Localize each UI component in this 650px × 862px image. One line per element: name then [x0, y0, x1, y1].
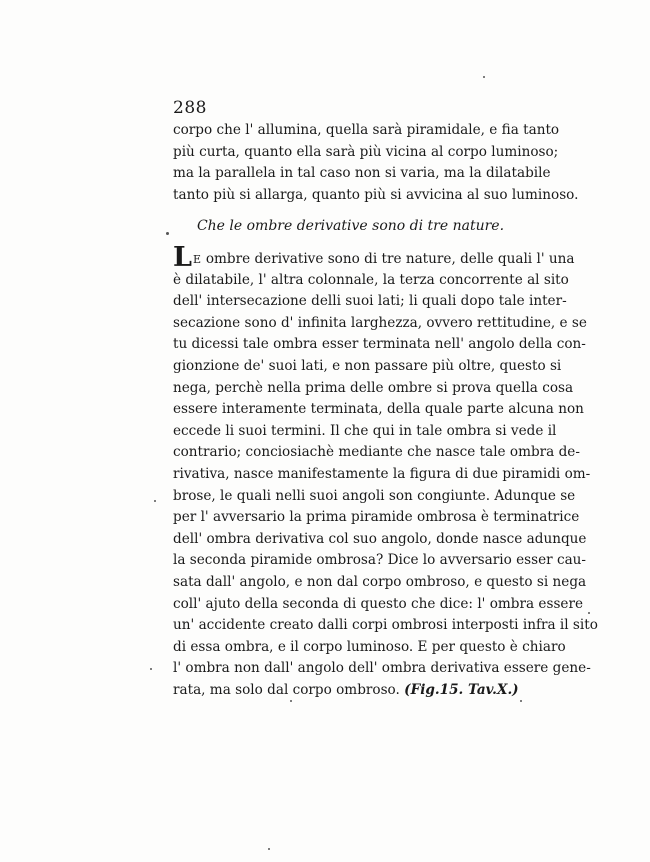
text-line: essere interamente terminata, della quale parte alcuna non [173, 401, 584, 418]
paragraph-continued [173, 120, 579, 206]
text-line: brose, le quali nelli suoi angoli son congiunte. Adunque se [173, 487, 576, 504]
scan-speck [154, 500, 156, 502]
text-line: eccede li suoi termini. Il che qui in tale ombra si vede il [173, 422, 557, 439]
text-line: rivativa, nasce manifestamente la figura di due piramidi om- [173, 465, 591, 482]
text-line: per l' avversario la prima piramide ombrosa è terminatrice [173, 509, 580, 526]
scan-speck [166, 232, 169, 235]
drop-cap-tail: E [192, 253, 202, 266]
text-line: nega, perchè nella prima delle ombre si prova quella cosa [173, 379, 574, 396]
page-number: 288 [173, 98, 207, 118]
text-line: secazione sono d' infinita larghezza, ovvero rettitudine, e se [173, 314, 587, 331]
last-line-text: rata, ma solo dal corpo ombroso. [173, 681, 405, 698]
text-line: più curta, quanto ella sarà più vicina al corpo luminoso; [173, 143, 559, 160]
text-line: gionzione de' suoi lati, e non passare più oltre, questo si [173, 357, 562, 374]
text-line-first [173, 242, 575, 273]
text-line: un' accidente creato dalli corpi ombrosi interposti infra il sito [173, 617, 598, 634]
drop-cap: L [173, 242, 192, 273]
text-line-last [173, 680, 528, 702]
text-line: ma la parallela in tal caso non si varia, ma la dilatabile [173, 165, 551, 182]
text-line: è dilatabile, l' altra colonnale, la terza concorrente al sito [173, 271, 569, 288]
scan-speck [150, 668, 152, 670]
scan-speck [483, 76, 485, 78]
text-line: tanto più si allarga, quanto più si avvicina al suo luminoso. [173, 186, 579, 203]
text-line: dell' ombra derivativa col suo angolo, donde nasce adunque [173, 530, 587, 547]
text-line: tu dicessi tale ombra esser terminata nell' angolo della con- [173, 336, 586, 353]
text-line: sata dall' angolo, e non dal corpo ombroso, e questo si nega [173, 573, 587, 590]
paragraph-main [173, 242, 598, 701]
text-line: la seconda piramide ombrosa? Dice lo avversario esser cau- [173, 552, 587, 569]
section-heading: Che le ombre derivative sono di tre nature. [196, 218, 505, 234]
scan-speck [290, 700, 292, 702]
first-line-text: ombre derivative sono di tre nature, delle quali l' una [201, 251, 575, 267]
figure-reference: (Fig.15. Tav.X.) [404, 681, 519, 698]
text-line: l' ombra non dall' angolo dell' ombra derivativa essere gene- [173, 660, 591, 677]
text-line: dell' intersecazione delli suoi lati; li quali dopo tale inter- [173, 293, 567, 310]
text-line: corpo che l' allumina, quella sarà piramidale, e fia tanto [173, 122, 560, 138]
text-line: coll' ajuto della seconda di questo che dice: l' ombra essere [173, 595, 584, 612]
scan-speck [588, 612, 590, 614]
scan-speck [520, 700, 522, 702]
scan-speck [268, 848, 270, 850]
text-line: di essa ombra, e il corpo luminoso. E per questo è chiaro [173, 638, 566, 655]
text-line: contrario; conciosiachè mediante che nasce tale ombra de- [173, 444, 580, 461]
